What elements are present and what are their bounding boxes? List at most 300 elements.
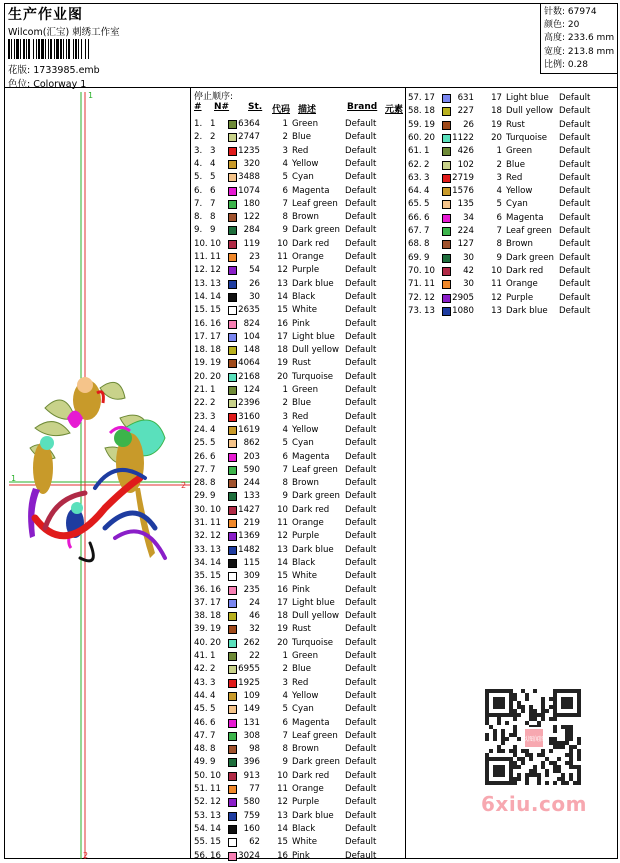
row-brand: Default (345, 518, 377, 528)
row-seq: 69. (408, 252, 422, 263)
row-code: 15 (277, 571, 288, 582)
row-description: Brown (506, 239, 533, 250)
row-description: Dark blue (292, 278, 334, 289)
row-seq: 5. (194, 172, 203, 183)
row-code: 6 (282, 451, 288, 462)
row-brand: Default (345, 677, 377, 688)
row-needle: 11 (210, 252, 221, 262)
color-swatch (228, 652, 237, 661)
table-row (192, 637, 405, 650)
color-swatch (228, 852, 237, 861)
row-description: Leaf green (292, 198, 338, 209)
color-swatch (228, 559, 237, 568)
row-needle: 5 (210, 438, 216, 449)
color-swatch (228, 705, 237, 714)
table-row (192, 557, 405, 570)
row-needle: 11 (210, 518, 221, 528)
row-description: Dark green (506, 252, 554, 263)
row-description: Leaf green (506, 226, 552, 236)
stat-value: 20 (567, 20, 580, 31)
row-brand: Default (559, 212, 591, 223)
stats-box (540, 4, 617, 74)
row-description: Dark green (292, 491, 340, 502)
row-stitches: 2719 (452, 172, 474, 183)
table-row (406, 252, 617, 265)
row-stitches: 34 (463, 212, 474, 223)
table-row (192, 384, 405, 397)
stat-label: 针数: (544, 7, 566, 17)
color-swatch (228, 173, 237, 182)
row-seq: 58. (408, 106, 422, 117)
row-code: 1 (282, 385, 288, 395)
row-brand: Default (559, 239, 591, 250)
color-swatch (228, 386, 237, 395)
qr-code-icon (471, 685, 583, 795)
row-code: 12 (277, 797, 288, 808)
row-brand: Default (345, 172, 377, 183)
row-needle: 8 (424, 239, 430, 250)
color-swatch (228, 253, 237, 262)
color-swatch (228, 572, 237, 581)
row-seq: 14. (194, 291, 208, 302)
color-swatch (442, 267, 451, 276)
row-code: 8 (282, 212, 288, 223)
row-seq: 43. (194, 677, 208, 688)
stat-value: 0.28 (567, 59, 588, 70)
row-needle: 12 (424, 292, 435, 303)
row-description: Turquoise (292, 637, 334, 648)
row-seq: 52. (194, 797, 208, 808)
color-swatch (228, 785, 237, 794)
row-description: White (292, 837, 317, 848)
color-swatch (228, 346, 237, 355)
row-brand: Default (559, 265, 591, 276)
row-description: Light blue (506, 93, 549, 103)
row-stitches: 396 (243, 757, 260, 768)
color-swatch (228, 187, 237, 196)
row-description: Dark green (292, 225, 340, 236)
table-row (192, 597, 405, 610)
table-row (192, 411, 405, 424)
row-code: 15 (277, 305, 288, 316)
row-brand: Default (345, 690, 377, 701)
row-needle: 2 (210, 132, 216, 143)
file-label: 花版: (8, 65, 31, 76)
row-needle: 10 (210, 238, 221, 249)
row-stitches: 631 (457, 93, 474, 103)
colorway-label: 色位: (8, 79, 31, 90)
col-header-needle: N# (214, 102, 230, 112)
table-row (406, 305, 617, 318)
row-description: Rust (506, 119, 525, 130)
row-brand: Default (559, 146, 591, 157)
stat-stitches (544, 6, 617, 19)
row-stitches: 26 (249, 278, 260, 289)
stat-width (544, 46, 617, 59)
design-mark-left: 1 (11, 474, 17, 483)
row-code: 7 (282, 730, 288, 741)
row-brand: Default (345, 757, 377, 768)
row-brand: Default (345, 810, 377, 821)
row-needle: 19 (210, 358, 221, 369)
row-description: Purple (292, 531, 320, 542)
row-stitches: 109 (243, 690, 260, 701)
row-seq: 29. (194, 491, 208, 502)
row-brand: Default (345, 464, 377, 475)
row-brand: Default (345, 837, 377, 848)
row-brand: Default (345, 331, 377, 342)
design-mark-bottom: 2 (83, 851, 89, 859)
row-code: 8 (282, 478, 288, 489)
row-brand: Default (345, 451, 377, 462)
colorway-value: Colorway 1 (33, 79, 87, 90)
row-description: Dull yellow (292, 345, 340, 356)
color-swatch (442, 294, 451, 303)
row-needle: 4 (210, 424, 216, 435)
color-swatch (228, 293, 237, 302)
row-seq: 65. (408, 199, 422, 210)
row-description: Orange (506, 279, 538, 290)
row-needle: 20 (210, 637, 221, 648)
row-seq: 28. (194, 478, 208, 489)
row-needle: 10 (210, 504, 221, 515)
row-stitches: 102 (457, 159, 474, 170)
row-stitches: 1427 (238, 504, 260, 515)
row-code: 14 (277, 823, 288, 834)
row-code: 2 (282, 398, 288, 409)
table-row (192, 397, 405, 410)
row-needle: 6 (210, 717, 216, 728)
row-description: Dark green (292, 757, 340, 768)
row-description: Yellow (292, 690, 319, 701)
row-brand: Default (345, 531, 377, 542)
row-needle: 1 (210, 651, 216, 661)
row-code: 16 (277, 318, 288, 329)
row-code: 1 (496, 146, 502, 157)
row-stitches: 862 (243, 438, 260, 449)
row-description: Dark red (292, 238, 330, 249)
row-brand: Default (559, 292, 591, 303)
row-stitches: 1074 (238, 185, 260, 196)
row-description: Red (292, 677, 309, 688)
color-swatch (228, 413, 237, 422)
row-seq: 40. (194, 637, 208, 648)
row-stitches: 3488 (238, 172, 260, 183)
row-needle: 1 (210, 119, 216, 129)
row-stitches: 262 (243, 637, 260, 648)
stat-label: 颜色: (544, 20, 566, 31)
row-code: 7 (282, 464, 288, 475)
row-seq: 1. (194, 119, 203, 129)
row-code: 3 (282, 411, 288, 422)
row-code: 9 (282, 225, 288, 236)
row-stitches: 2747 (238, 132, 260, 143)
row-code: 6 (496, 212, 502, 223)
row-needle: 2 (210, 398, 216, 409)
row-brand: Default (345, 624, 377, 635)
row-code: 20 (277, 371, 288, 382)
row-brand: Default (345, 132, 377, 143)
row-needle: 9 (210, 491, 216, 502)
row-stitches: 32 (249, 624, 260, 635)
row-stitches: 26 (463, 119, 474, 130)
row-needle: 12 (210, 531, 221, 542)
row-description: Magenta (292, 451, 330, 462)
table-row (192, 171, 405, 184)
color-swatch (228, 466, 237, 475)
design-mark-top: 1 (88, 91, 94, 100)
color-swatch (228, 812, 237, 821)
color-swatch (228, 426, 237, 435)
row-stitches: 46 (249, 611, 260, 622)
color-swatch (228, 453, 237, 462)
row-needle: 3 (210, 411, 216, 422)
row-seq: 51. (194, 784, 208, 794)
row-brand: Default (345, 345, 377, 356)
branches (35, 470, 165, 561)
row-description: Turquoise (292, 371, 334, 382)
row-code: 12 (277, 265, 288, 276)
table-row (192, 278, 405, 291)
row-code: 20 (277, 637, 288, 648)
row-needle: 9 (210, 225, 216, 236)
row-description: Dark red (506, 265, 544, 276)
color-swatch (228, 519, 237, 528)
row-brand: Default (345, 704, 377, 715)
row-stitches: 6364 (238, 119, 260, 129)
row-brand: Default (345, 637, 377, 648)
row-stitches: 227 (457, 106, 474, 117)
table-row (406, 265, 617, 278)
row-stitches: 219 (243, 518, 260, 528)
row-brand: Default (345, 584, 377, 595)
row-code: 17 (277, 331, 288, 342)
table-row (192, 623, 405, 636)
row-code: 3 (282, 145, 288, 156)
row-stitches: 2905 (452, 292, 474, 303)
row-brand: Default (345, 265, 377, 276)
row-brand: Default (345, 784, 377, 794)
row-stitches: 180 (243, 198, 260, 209)
row-brand: Default (345, 730, 377, 741)
row-stitches: 1122 (452, 132, 474, 143)
color-swatch (442, 187, 451, 196)
row-needle: 5 (424, 199, 430, 210)
row-stitches: 3024 (238, 850, 260, 861)
stop-sequence-label: 停止顺序: (194, 92, 234, 102)
row-seq: 41. (194, 651, 208, 661)
color-swatch (228, 439, 237, 448)
row-needle: 16 (210, 318, 221, 329)
row-code: 5 (282, 172, 288, 183)
row-code: 17 (491, 93, 502, 103)
row-stitches: 135 (457, 199, 474, 210)
row-description: Yellow (292, 424, 319, 435)
table-row (192, 291, 405, 304)
table-row (192, 703, 405, 716)
row-code: 1 (282, 119, 288, 129)
row-needle: 16 (210, 584, 221, 595)
row-description: Yellow (292, 158, 319, 169)
table-row (406, 225, 617, 238)
row-needle: 17 (210, 331, 221, 342)
row-brand: Default (345, 119, 377, 129)
color-swatch (228, 639, 237, 648)
table-row (406, 198, 617, 211)
row-brand: Default (345, 158, 377, 169)
row-description: Black (292, 291, 316, 302)
row-needle: 19 (210, 624, 221, 635)
row-seq: 23. (194, 411, 208, 422)
row-seq: 48. (194, 744, 208, 755)
table-row (192, 437, 405, 450)
row-seq: 55. (194, 837, 208, 848)
row-needle: 16 (210, 850, 221, 861)
row-code: 18 (277, 611, 288, 622)
row-description: Rust (292, 624, 311, 635)
color-swatch (228, 240, 237, 249)
row-brand: Default (345, 744, 377, 755)
row-seq: 50. (194, 770, 208, 781)
table-row (192, 158, 405, 171)
row-needle: 6 (210, 451, 216, 462)
color-swatch (228, 200, 237, 209)
table-row (192, 264, 405, 277)
row-stitches: 127 (457, 239, 474, 250)
row-seq: 38. (194, 611, 208, 622)
table-row (192, 224, 405, 237)
row-brand: Default (345, 238, 377, 249)
color-swatch (442, 174, 451, 183)
table-row (192, 464, 405, 477)
row-brand: Default (345, 252, 377, 262)
table-row (192, 584, 405, 597)
company-name: Wilcom(汇宝) 刺绣工作室 (8, 27, 120, 38)
table-row (406, 278, 617, 291)
row-stitches: 244 (243, 478, 260, 489)
row-brand: Default (345, 571, 377, 582)
row-description: Light blue (292, 331, 335, 342)
color-swatch (228, 745, 237, 754)
table-row (406, 145, 617, 158)
row-code: 4 (496, 186, 502, 197)
row-seq: 73. (408, 305, 422, 316)
color-swatch (442, 147, 451, 156)
color-swatch (228, 732, 237, 741)
row-seq: 16. (194, 318, 208, 329)
row-stitches: 133 (243, 491, 260, 502)
row-code: 13 (277, 544, 288, 555)
row-stitches: 426 (457, 146, 474, 157)
table-row (406, 119, 617, 132)
table-row (406, 92, 617, 105)
col-header-seq: # (194, 102, 202, 112)
row-description: Green (506, 146, 533, 157)
row-code: 11 (277, 784, 288, 794)
embroidery-design-illustration (5, 88, 191, 859)
row-description: Cyan (292, 172, 314, 183)
row-needle: 13 (424, 305, 435, 316)
row-code: 11 (277, 518, 288, 528)
row-brand: Default (345, 850, 377, 861)
table-row (192, 756, 405, 769)
row-seq: 37. (194, 597, 208, 608)
row-brand: Default (345, 305, 377, 316)
row-needle: 17 (424, 93, 435, 103)
row-description: Dark red (292, 504, 330, 515)
row-code: 5 (282, 704, 288, 715)
row-stitches: 160 (243, 823, 260, 834)
table-row (192, 730, 405, 743)
row-stitches: 1482 (238, 544, 260, 555)
row-description: Purple (292, 265, 320, 276)
row-seq: 11. (194, 252, 208, 262)
table-row (192, 796, 405, 809)
row-needle: 14 (210, 823, 221, 834)
row-code: 7 (282, 198, 288, 209)
row-needle: 3 (210, 677, 216, 688)
row-description: Dull yellow (506, 106, 554, 117)
row-description: Green (292, 385, 319, 395)
row-stitches: 149 (243, 704, 260, 715)
row-brand: Default (345, 557, 377, 568)
row-brand: Default (559, 119, 591, 130)
row-seq: 53. (194, 810, 208, 821)
row-code: 10 (277, 504, 288, 515)
row-seq: 42. (194, 664, 208, 675)
row-stitches: 131 (243, 717, 260, 728)
color-swatch (228, 133, 237, 142)
row-stitches: 224 (457, 226, 474, 236)
row-seq: 66. (408, 212, 422, 223)
row-description: Red (292, 411, 309, 422)
row-code: 18 (277, 345, 288, 356)
row-brand: Default (345, 145, 377, 156)
row-code: 13 (277, 278, 288, 289)
color-swatch (442, 200, 451, 209)
row-code: 20 (491, 132, 502, 143)
row-needle: 18 (210, 611, 221, 622)
row-needle: 1 (424, 146, 430, 157)
table-row (192, 490, 405, 503)
color-swatch (228, 838, 237, 847)
row-seq: 71. (408, 279, 422, 290)
row-needle: 7 (210, 730, 216, 741)
row-brand: Default (559, 186, 591, 197)
row-description: Red (292, 145, 309, 156)
row-description: Blue (506, 159, 526, 170)
row-stitches: 98 (249, 744, 260, 755)
row-seq: 67. (408, 226, 422, 236)
color-swatch (442, 280, 451, 289)
row-code: 15 (277, 837, 288, 848)
row-description: Leaf green (292, 464, 338, 475)
stat-label: 宽度: (544, 46, 566, 57)
color-swatch (228, 213, 237, 222)
color-swatch (442, 94, 451, 103)
row-code: 19 (277, 624, 288, 635)
row-stitches: 309 (243, 571, 260, 582)
table-row (192, 783, 405, 796)
row-brand: Default (345, 424, 377, 435)
row-code: 1 (282, 651, 288, 661)
row-needle: 20 (424, 132, 435, 143)
row-seq: 46. (194, 717, 208, 728)
row-needle: 5 (210, 704, 216, 715)
color-swatch (228, 359, 237, 368)
row-needle: 14 (210, 291, 221, 302)
row-brand: Default (345, 544, 377, 555)
